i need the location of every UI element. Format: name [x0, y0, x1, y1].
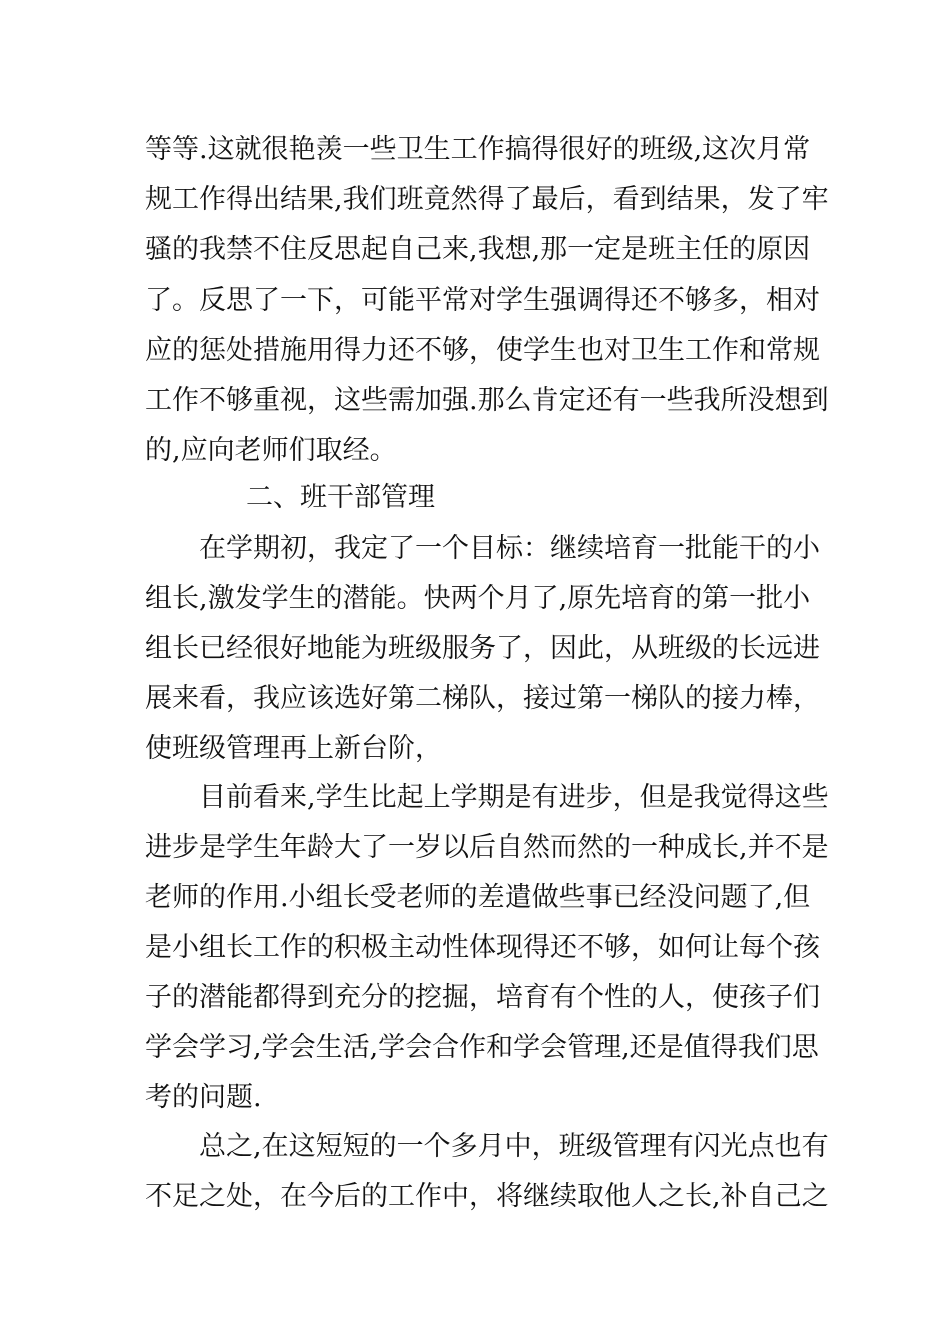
paragraph-line: 子的潜能都得到充分的挖掘，培育有个性的人，使孩子们	[145, 982, 820, 1013]
paragraph-line: 组长,激发学生的潜能。快两个月了,原先培育的第一批小	[145, 583, 811, 614]
paragraph-line: 总之,在这短短的一个多月中，班级管理有闪光点也有	[199, 1131, 829, 1162]
paragraph-line: 目前看来,学生比起上学期是有进步，但是我觉得这些	[199, 782, 829, 813]
paragraph-line: 了。反思了一下，可能平常对学生强调得还不够多，相对	[145, 285, 820, 316]
paragraph-line: 工作不够重视，这些需加强.那么肯定还有一些我所没想到	[145, 385, 829, 416]
paragraph-line: 是小组长工作的积极主动性体现得还不够，如何让每个孩	[145, 932, 820, 963]
paragraph-line: 使班级管理再上新台阶，	[145, 733, 442, 764]
paragraph-line: 骚的我禁不住反思起自己来,我想,那一定是班主任的原因	[145, 234, 811, 265]
section-heading: 二、班干部管理	[246, 482, 435, 513]
paragraph-line: 进步是学生年龄大了一岁以后自然而然的一种成长,并不是	[145, 832, 829, 863]
paragraph-line: 考的问题.	[145, 1082, 262, 1113]
paragraph-line: 规工作得出结果,我们班竟然得了最后，看到结果，发了牢	[145, 184, 829, 215]
paragraph-line: 组长已经很好地能为班级服务了，因此，从班级的长远进	[145, 633, 820, 664]
paragraph-line: 不足之处，在今后的工作中，将继续取他人之长,补自己之	[145, 1181, 829, 1212]
paragraph-line: 应的惩处措施用得力还不够，使学生也对卫生工作和常规	[145, 335, 820, 366]
paragraph-line: 在学期初，我定了一个目标：继续培育一批能干的小	[199, 533, 820, 564]
paragraph-line: 学会学习,学会生活,学会合作和学会管理,还是值得我们思	[145, 1032, 819, 1063]
paragraph-line: 等等.这就很艳羡一些卫生工作搞得很好的班级,这次月常	[145, 134, 811, 165]
paragraph-line: 的,应向老师们取经。	[145, 435, 397, 466]
paragraph-line: 老师的作用.小组长受老师的差遣做些事已经没问题了,但	[145, 882, 811, 913]
paragraph-line: 展来看，我应该选好第二梯队，接过第一梯队的接力棒，	[145, 683, 820, 714]
